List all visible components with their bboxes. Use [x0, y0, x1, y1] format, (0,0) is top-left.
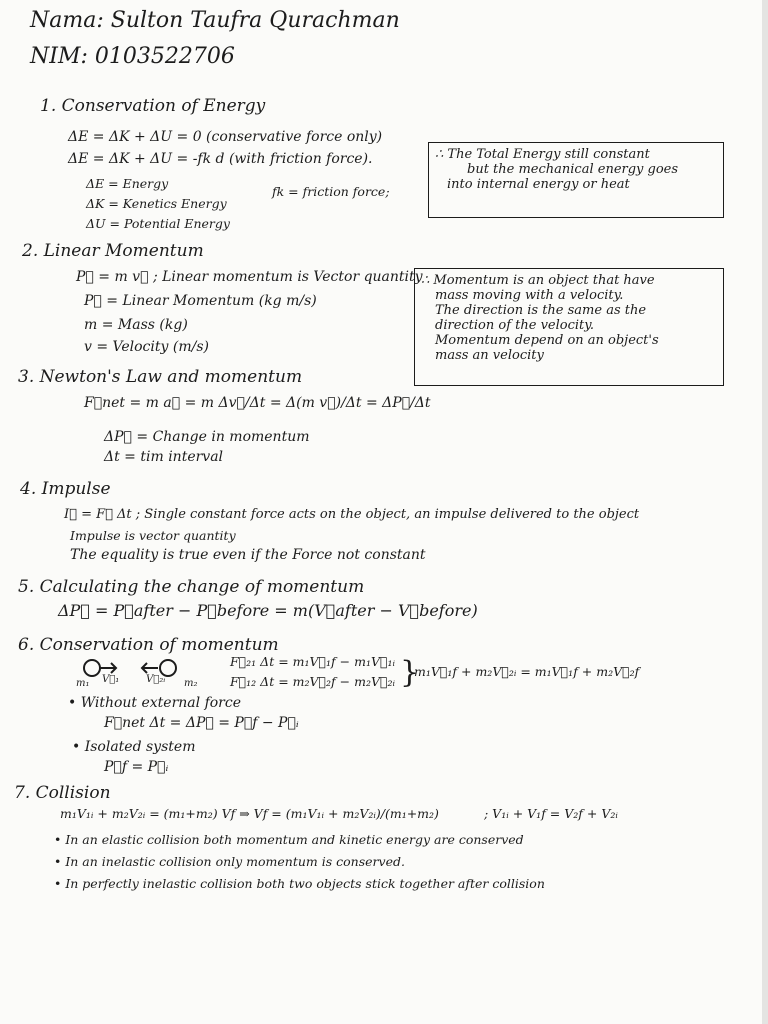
s2-box-line: direction of the velocity.: [435, 318, 595, 333]
s1-def-kinetic: ΔK = Kenetics Energy: [86, 196, 227, 211]
label-m1: m₁: [76, 678, 90, 689]
section-5-title: 5. Calculating the change of momentum: [18, 577, 365, 597]
s6-equation-combined: m₁V⃗₁f + m₂V⃗₂ᵢ = m₁V⃗₁f + m₂V⃗₂f: [414, 664, 640, 679]
label-m2: m₂: [184, 678, 198, 689]
section-6-title: 6. Conservation of momentum: [18, 635, 279, 655]
s3-def-dp: ΔP⃗ = Change in momentum: [104, 429, 310, 445]
s2-conclusion-box: [414, 268, 724, 386]
section-7-title: 7. Collision: [14, 783, 111, 803]
s2-box-line: Momentum depend on an object's: [435, 333, 659, 348]
s4-line-3: The equality is true even if the Force not constant: [70, 547, 426, 563]
s7-bullet-elastic: • In an elastic collision both momentum and kinetic energy are conserved: [54, 832, 524, 847]
object-1-icon: [84, 660, 100, 676]
s1-equation-2: ΔE = ΔK + ΔU = -fk d (with friction force).: [68, 151, 373, 167]
s6-equation-2: F⃗₁₂ Δt = m₂V⃗₂f − m₂V⃗₂ᵢ: [230, 674, 396, 689]
page-edge-shadow: [762, 0, 768, 1024]
s7-bullet-perfectly-inelastic: • In perfectly inelastic collision both two objects stick together after collision: [54, 876, 545, 891]
student-nim: NIM: 0103522706: [30, 44, 235, 69]
s1-box-line: into internal energy or heat: [447, 177, 630, 192]
s4-line-2: Impulse is vector quantity: [70, 528, 236, 543]
s6-equation-3: F⃗net Δt = ΔP⃗ = P⃗f − P⃗ᵢ: [104, 715, 299, 731]
s1-box-line: but the mechanical energy goes: [467, 162, 679, 177]
s6-equation-4: P⃗f = P⃗ᵢ: [104, 759, 169, 775]
s2-box-line: The direction is the same as the: [435, 303, 647, 318]
s7-equation-right: ; V₁ᵢ + V₁f = V₂f + V₂ᵢ: [484, 806, 618, 821]
s1-def-energy: ΔE = Energy: [86, 176, 169, 191]
student-name: Nama: Sulton Taufra Qurachman: [30, 8, 400, 33]
s6-equation-1: F⃗₂₁ Δt = m₁V⃗₁f − m₁V⃗₁ᵢ: [230, 654, 396, 669]
s1-box-line: ∴ The Total Energy still constant: [435, 147, 650, 162]
s1-def-friction: fk = friction force;: [272, 184, 390, 199]
s6-bullet-external: • Without external force: [68, 695, 241, 711]
section-1-title: 1. Conservation of Energy: [40, 96, 266, 116]
s2-box-line: ∴ Momentum is an object that have: [421, 273, 655, 288]
section-4-title: 4. Impulse: [20, 479, 111, 499]
s6-bullet-isolated: • Isolated system: [72, 739, 196, 755]
s2-def-v: v = Velocity (m/s): [84, 339, 209, 355]
s7-equation: m₁V₁ᵢ + m₂V₂ᵢ = (m₁+m₂) Vf ⇒ Vf = (m₁V₁ᵢ + m₂V₂ᵢ)/(m₁+m₂): [60, 806, 439, 821]
section-3-title: 3. Newton's Law and momentum: [18, 367, 303, 387]
s1-equation-1: ΔE = ΔK + ΔU = 0 (conservative force only): [68, 129, 383, 145]
s2-def-m: m = Mass (kg): [84, 317, 188, 333]
s1-conclusion-box: [428, 142, 724, 218]
s4-equation: I⃗ = F⃗ Δt ; Single constant force acts on the object, an impulse delivered to the object: [64, 507, 640, 522]
brace-glyph: }: [400, 655, 420, 690]
s2-box-line: mass moving with a velocity.: [435, 288, 624, 303]
s2-equation: P⃗ = m v⃗ ; Linear momentum is Vector quantity: [76, 269, 423, 285]
s2-def-p: P⃗ = Linear Momentum (kg m/s): [84, 293, 317, 309]
s2-box-line: mass an velocity: [435, 348, 544, 363]
s7-bullet-inelastic: • In an inelastic collision only momentum is conserved.: [54, 854, 405, 869]
s5-equation: ΔP⃗ = P⃗after − P⃗before = m(V⃗after − V⃗before): [58, 601, 478, 620]
label-v2: V⃗₂ᵢ: [146, 674, 166, 685]
s3-def-dt: Δt = tim interval: [104, 449, 224, 465]
label-v1: V⃗₁: [102, 674, 120, 685]
s3-equation: F⃗net = m a⃗ = m Δv⃗/Δt = Δ(m v⃗)/Δt = ΔP⃗/Δt: [84, 395, 431, 411]
s1-def-potential: ΔU = Potential Energy: [86, 216, 230, 231]
section-2-title: 2. Linear Momentum: [22, 241, 204, 261]
